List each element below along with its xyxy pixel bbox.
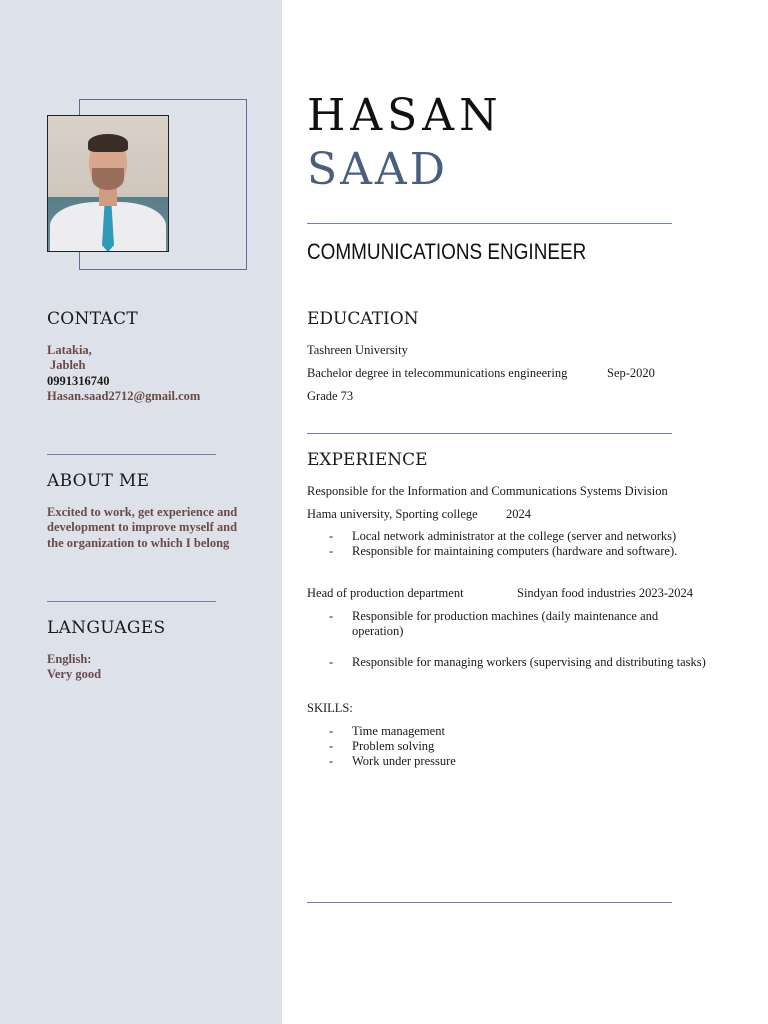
sidebar-divider: [47, 454, 216, 455]
job-duties-list: [307, 609, 707, 670]
sidebar: [0, 0, 282, 1024]
language-name: English:: [47, 652, 92, 666]
skills-list: [307, 724, 707, 769]
education-date: Sep-2020: [607, 366, 655, 380]
education-divider: [307, 433, 672, 434]
education-heading: EDUCATION: [307, 309, 419, 329]
list-item: - Problem solving: [307, 739, 707, 754]
list-item: - Responsible for production machines (daily maintenance and operation): [307, 609, 707, 639]
education-grade: Grade 73: [307, 389, 354, 403]
contact-district: Jableh: [50, 358, 86, 373]
contact-phone: 0991316740: [47, 373, 110, 388]
job-duties-list: [307, 529, 707, 559]
job-title: COMMUNICATIONS ENGINEER: [307, 239, 587, 264]
education-degree: Bachelor degree in telecommunications engineering: [307, 366, 568, 380]
languages-heading: LANGUAGES: [47, 618, 166, 638]
job-role: Responsible for the Information and Communications Systems Division: [307, 484, 668, 498]
languages-block: [47, 652, 101, 683]
job-year: 2024: [506, 507, 531, 521]
experience-heading: EXPERIENCE: [307, 450, 428, 470]
language-level: Very good: [47, 667, 102, 682]
first-name: HASAN: [307, 90, 503, 141]
last-name: SAAD: [307, 144, 448, 195]
contact-heading: CONTACT: [47, 309, 138, 329]
education-school: Tashreen University: [307, 343, 408, 357]
job-place: Hama university, Sporting college: [307, 507, 478, 521]
about-text: Excited to work, get experience and development to improve myself and the organization to which I belong: [47, 505, 238, 550]
job-role: Head of production department: [307, 586, 464, 600]
list-item: - Responsible for managing workers (supervising and distributing tasks): [307, 655, 707, 670]
header-divider: [307, 223, 672, 224]
list-item: - Work under pressure: [307, 754, 707, 769]
about-heading: ABOUT ME: [47, 471, 150, 491]
footer-divider: [307, 902, 672, 903]
list-item: - Time management: [307, 724, 707, 739]
job-company: Sindyan food industries 2023-2024: [517, 586, 694, 600]
profile-photo: [47, 115, 169, 252]
skills-heading: SKILLS:: [307, 701, 353, 715]
contact-email[interactable]: Hasan.saad2712@gmail.com: [47, 388, 201, 403]
contact-city: Latakia,: [47, 343, 92, 357]
list-item: - Responsible for maintaining computers (hardware and software).: [307, 544, 707, 559]
contact-block: [47, 343, 200, 404]
sidebar-divider: [47, 601, 216, 602]
list-item: - Local network administrator at the college (server and networks): [307, 529, 707, 544]
